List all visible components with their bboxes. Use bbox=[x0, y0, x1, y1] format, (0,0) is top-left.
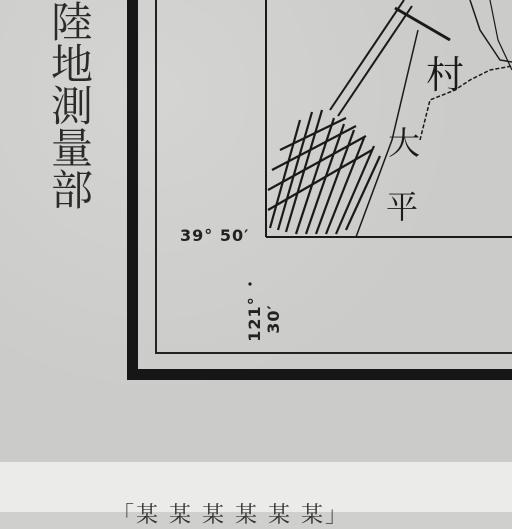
road-spur bbox=[395, 8, 450, 40]
longitude-label: 121° 30′ bbox=[245, 296, 283, 342]
footer-caption: 「某 某 某 某 某 某」 bbox=[112, 503, 349, 528]
road-line-a bbox=[330, 0, 404, 110]
boundary-upper bbox=[470, 0, 512, 62]
hatched-hill bbox=[268, 110, 380, 234]
place-name-tai: 大 bbox=[388, 124, 421, 162]
place-name-village: 村 bbox=[426, 53, 465, 97]
latitude-label: 39° 50′ bbox=[180, 226, 250, 245]
survey-department-title: 陸地測量部 bbox=[45, 0, 94, 210]
place-name-hei: 平 bbox=[386, 188, 419, 226]
